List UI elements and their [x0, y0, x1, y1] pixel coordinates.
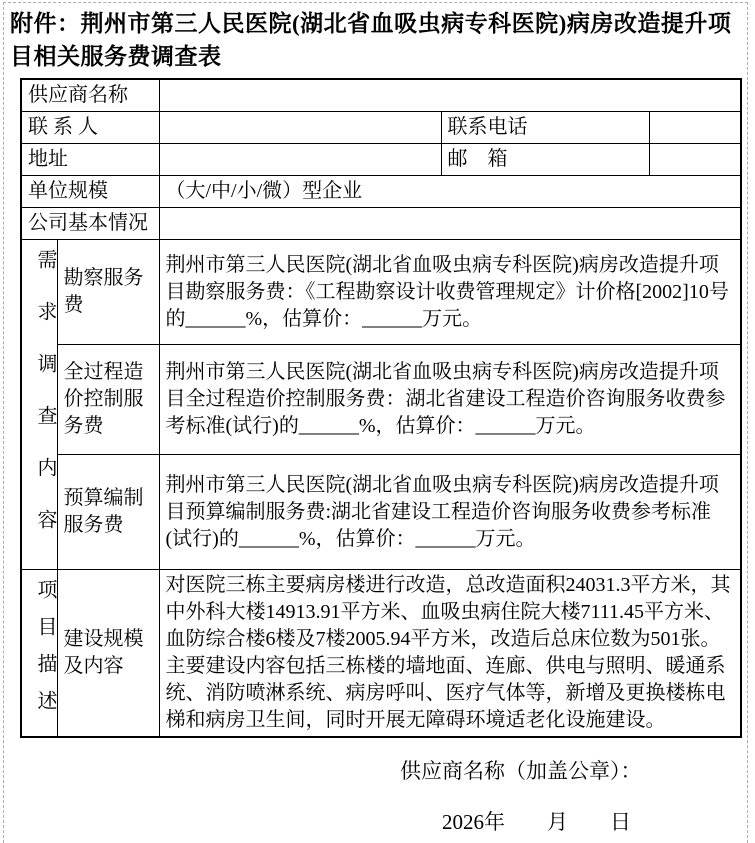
construction-scale-content: 对医院三栋主要病房楼进行改造，总改造面积24031.3平方米，其中外科大楼14913.91平方米、血吸虫病住院大楼7111.45平方米、血防综合楼6楼及7楼2005.94平方米，改造后总床位数为501张。主要建设内容包括三栋楼的墙地面、连廊、供电与照明、暖通系统、消防喷淋系统、病房呼叫、医疗气体等，新增及更换楼栋电梯和病房卫生间，同时开展无障碍环境适老化设施建设。	[159, 570, 741, 738]
budget-preparation-fee-content[interactable]: 荆州市第三人民医院(湖北省血吸虫病专科医院)病房改造提升项目预算编制服务费:湖北省建设工程造价咨询服务收费参考标准(试行)的______%，估算价：______万元。	[159, 455, 741, 570]
supplier-name-label: 供应商名称	[21, 79, 159, 112]
whole-process-cost-control-fee-label: 全过程造价控制服务费	[57, 345, 159, 455]
contact-person-label: 联 系 人	[21, 112, 159, 144]
construction-scale-label: 建设规模及内容	[57, 570, 159, 738]
project-description-section-label-text: 项目描述	[34, 579, 56, 727]
project-description-section-label	[21, 570, 57, 738]
address-label: 地址	[21, 144, 159, 176]
demand-survey-section-label	[21, 240, 57, 570]
email-field[interactable]	[649, 144, 741, 176]
unit-scale-label: 单位规模	[21, 176, 159, 208]
email-label: 邮 箱	[441, 144, 649, 176]
whole-process-cost-control-fee-content[interactable]: 荆州市第三人民医院(湖北省血吸虫病专科医院)病房改造提升项目全过程造价控制服务费：湖北省建设工程造价咨询服务收费参考标准(试行)的______%，估算价：______万元。	[159, 345, 741, 455]
contact-phone-label: 联系电话	[441, 112, 649, 144]
survey-table	[20, 78, 742, 738]
survey-fee-label: 勘察服务费	[57, 240, 159, 345]
company-profile-field[interactable]	[159, 208, 741, 240]
contact-person-field[interactable]	[159, 112, 441, 144]
contact-phone-field[interactable]	[649, 112, 741, 144]
date-line: 2026年 月 日	[442, 810, 631, 834]
supplier-signature-line: 供应商名称（加盖公章）：	[400, 759, 642, 783]
survey-fee-content[interactable]: 荆州市第三人民医院(湖北省血吸虫病专科医院)病房改造提升项目勘察服务费：《工程勘察设计收费管理规定》计价格[2002]10号的______%，估算价：______万元。	[159, 240, 741, 345]
demand-survey-section-label-text: 需求调查内容	[34, 248, 56, 561]
budget-preparation-fee-label: 预算编制服务费	[57, 455, 159, 570]
supplier-name-field[interactable]	[159, 79, 741, 112]
company-profile-label: 公司基本情况	[21, 208, 159, 240]
unit-scale-value[interactable]: （大/中/小/微）型企业	[159, 176, 741, 208]
address-field[interactable]	[159, 144, 441, 176]
page-title: 附件：荆州市第三人民医院(湖北省血吸虫病专科医院)病房改造提升项目相关服务费调查表	[10, 11, 732, 69]
